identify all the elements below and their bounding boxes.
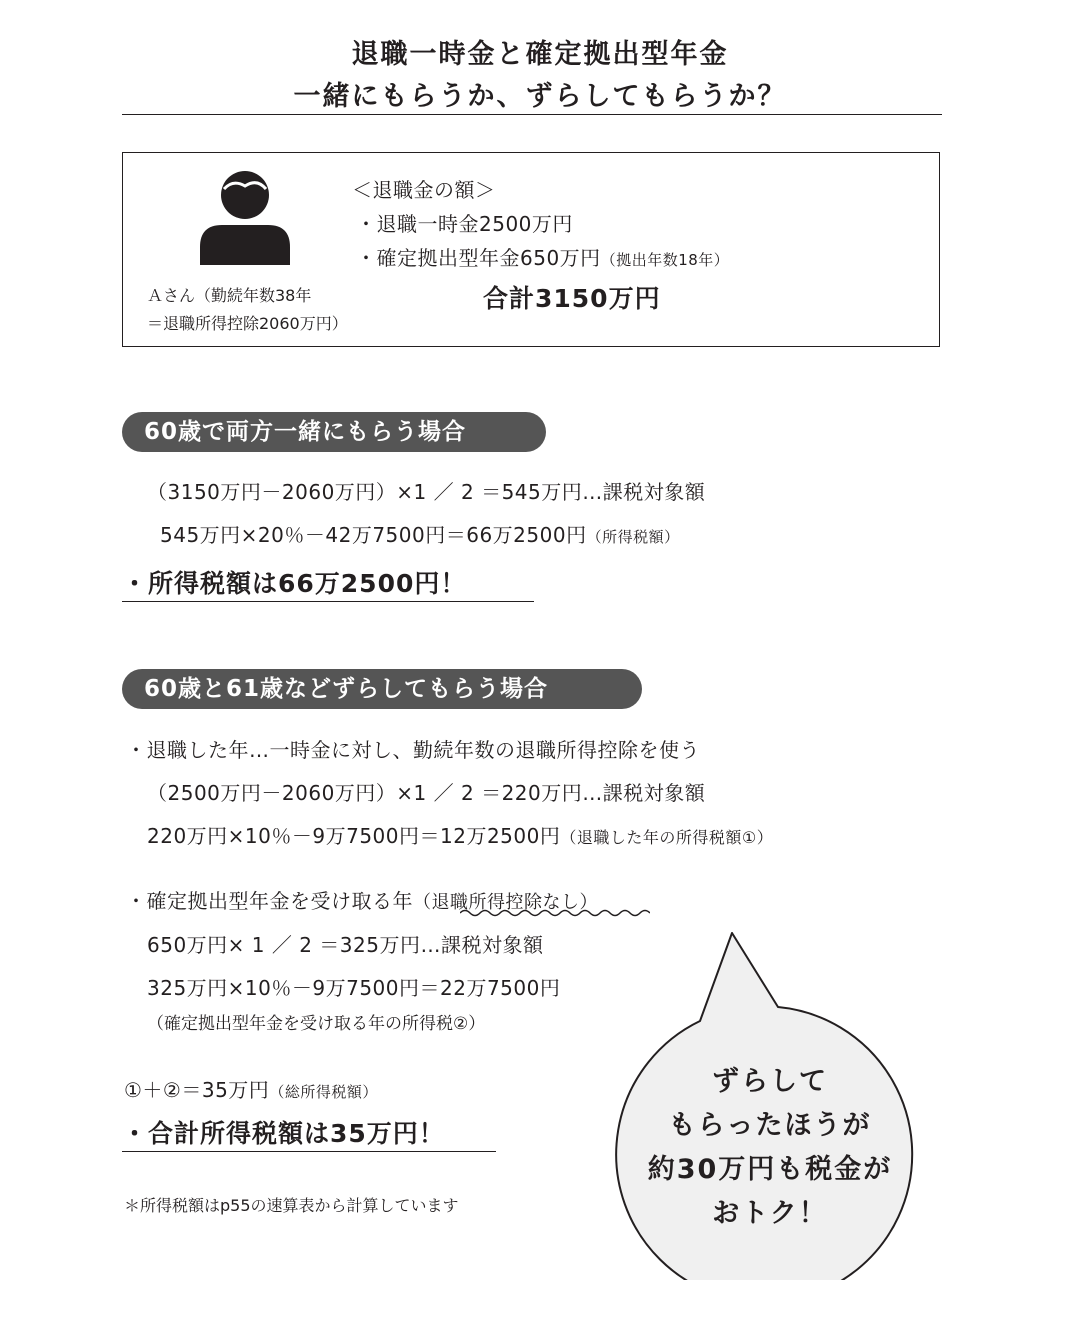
bubble-line2: もらったほうが — [668, 1110, 872, 1141]
dc-pension-years: （拠出年数18年） — [600, 251, 730, 269]
case1-label: 60歳で両方一緒にもらう場合 — [122, 412, 546, 452]
case2-calc4-note: （確定拠出型年金を受け取る年の所得税②） — [147, 1014, 486, 1034]
case2-sum-note: （総所得税額） — [269, 1083, 378, 1101]
retirement-amount-heading: ＜退職金の額＞ — [352, 178, 496, 202]
dc-pension-item — [356, 242, 729, 271]
case1-calc2: 545万円×20％－42万7500円＝66万2500円 — [160, 523, 587, 547]
case1-calc1: （3150万円－2060万円）×1 ／ 2 ＝545万円…課税対象額 — [147, 480, 706, 504]
case2-bullet2-note: （退職所得控除なし） — [413, 892, 598, 913]
case2-result: ・合計所得税額は35万円！ — [122, 1119, 445, 1148]
bubble-line4: おトク！ — [712, 1198, 828, 1229]
page-title-line1: 退職一時金と確定拠出型年金 — [351, 39, 729, 70]
case2-bullet2: ・確定拠出型年金を受け取る年 — [126, 889, 413, 913]
case1-calc2-note: （所得税額） — [586, 528, 680, 546]
case2-calc3: 650万円× 1 ／ 2 ＝325万円…課税対象額 — [147, 933, 544, 957]
case2-calc2-note: （退職した年の所得税額①） — [560, 828, 774, 847]
case2-label: 60歳と61歳などずらしてもらう場合 — [122, 669, 642, 709]
case2-sum: ①＋②＝35万円 — [124, 1078, 270, 1102]
bubble-line1: ずらして — [712, 1066, 828, 1097]
lump-sum-item: ・退職一時金2500万円 — [356, 212, 573, 236]
bubble-line3: 約30万円も税金が — [647, 1154, 893, 1185]
person-deduction: ＝退職所得控除2060万円） — [147, 314, 348, 333]
case2-result-underline — [122, 1151, 496, 1152]
title-divider — [122, 114, 942, 115]
case2-calc4: 325万円×10％－9万7500円＝22万7500円 — [147, 976, 561, 1000]
wavy-underline — [460, 908, 650, 918]
footnote: ＊所得税額はp55の速算表から計算しています — [124, 1196, 459, 1215]
person-icon — [196, 165, 294, 267]
page-title-line2: 一緒にもらうか、ずらしてもらうか？ — [293, 81, 787, 112]
case2-bullet1: ・退職した年…一時金に対し、勤続年数の退職所得控除を使う — [126, 738, 700, 762]
person-name: Ａさん（勤続年数38年 — [147, 286, 312, 305]
total-amount: 合計3150万円 — [483, 284, 661, 313]
case1-result-underline — [122, 601, 534, 602]
bubble-text — [620, 1060, 920, 1236]
dc-pension-amount: ・確定拠出型年金650万円 — [356, 246, 601, 270]
case2-calc2: 220万円×10％－9万7500円＝12万2500円 — [147, 824, 561, 848]
case2-calc1: （2500万円－2060万円）×1 ／ 2 ＝220万円…課税対象額 — [147, 781, 706, 805]
case1-result: ・所得税額は66万2500円！ — [122, 569, 467, 598]
